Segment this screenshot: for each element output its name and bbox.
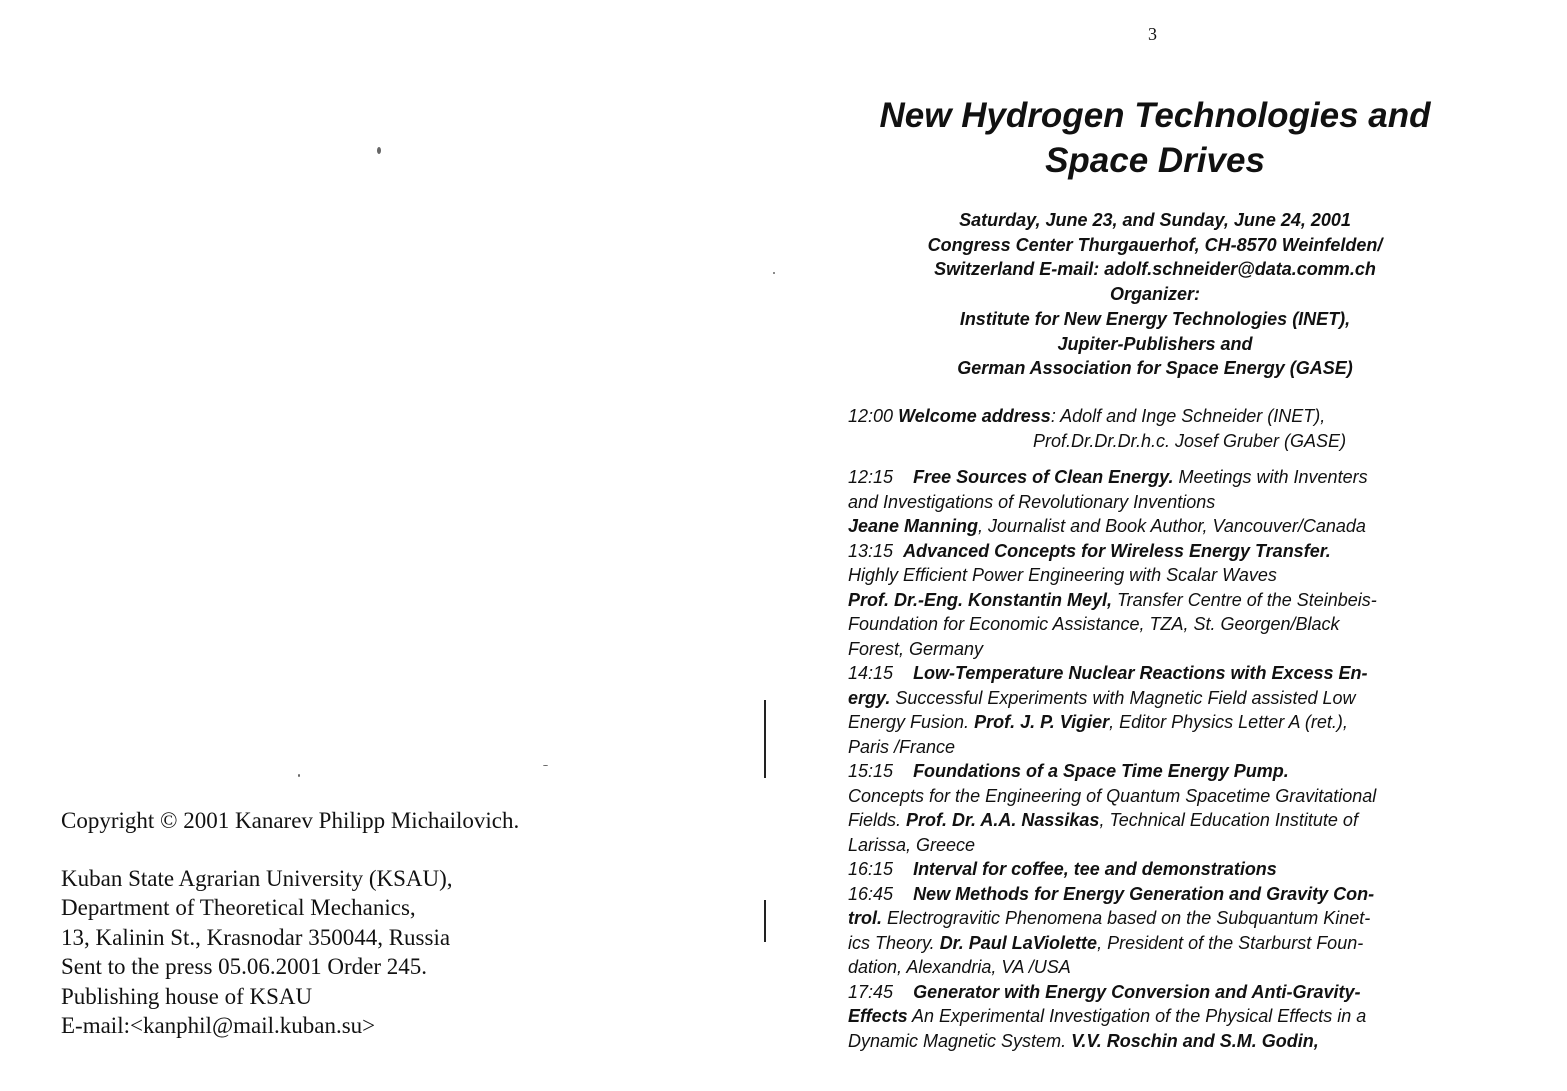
address-email: E-mail:<kanphil@mail.kuban.su> <box>61 1013 376 1039</box>
program-line: Prof.Dr.Dr.Dr.h.c. Josef Gruber (GASE) <box>1033 430 1347 451</box>
session-title: Interval for coffee, tee and demonstrations <box>913 859 1277 879</box>
session-title: Low-Temperature Nuclear Reactions with Excess En- <box>913 663 1368 683</box>
program-line: Paris /France <box>848 736 956 757</box>
program-line <box>848 980 1377 1005</box>
speaker-name: Prof. Dr. A.A. Nassikas <box>906 810 1100 830</box>
page-number: 3 <box>1148 24 1157 44</box>
session-speakers: : Adolf and Inge Schneider (INET), <box>1050 406 1326 426</box>
session-title: New Methods for Energy Generation and Gravity Con- <box>913 883 1375 904</box>
program-line <box>848 539 1377 564</box>
session-time: 16:45 <box>848 883 894 904</box>
program-schedule <box>848 404 1377 1053</box>
program-line: ics Theory. Dr. Paul LaViolette, President of the Starburst Foun- <box>848 932 1364 953</box>
address-line: Publishing house of KSAU <box>61 983 313 1009</box>
program-line: Dynamic Magnetic System. V.V. Roschin and S.M. Godin, <box>848 1030 1319 1051</box>
left-page <box>0 0 783 1091</box>
session-title: Free Sources of Clean Energy. <box>913 467 1174 487</box>
event-contact: Switzerland E-mail: adolf.schneider@data.comm.ch <box>934 259 1376 280</box>
program-line <box>848 882 1377 907</box>
program-line: Jeane Manning, Journalist and Book Author, Vancouver/Canada <box>848 516 1366 536</box>
scan-speck <box>543 765 548 766</box>
program-line <box>848 759 1377 784</box>
session-title: Advanced Concepts for Wireless Energy Transfer. <box>903 540 1331 561</box>
program-line: Prof. Dr.-Eng. Konstantin Meyl, Transfer Centre of the Steinbeis- <box>848 589 1377 610</box>
organizer-line: German Association for Space Energy (GASE) <box>957 358 1353 379</box>
address-line: Department of Theoretical Mechanics, <box>61 895 416 921</box>
session-time: 14:15 <box>848 663 894 683</box>
document-title <box>823 93 1487 183</box>
program-line: Larissa, Greece <box>848 834 976 855</box>
publisher-address <box>61 864 453 1040</box>
scan-binding-line <box>764 700 766 778</box>
program-line: Highly Efficient Power Engineering with Scalar Waves <box>848 565 1277 585</box>
program-line: 12:15 Free Sources of Clean Energy. Meetings with Inventers <box>848 467 1368 487</box>
scan-speck <box>298 774 300 777</box>
speaker-name: Dr. Paul LaViolette <box>939 932 1098 953</box>
program-line: Concepts for the Engineering of Quantum Spacetime Gravitational <box>848 785 1377 806</box>
program-line <box>848 404 1377 429</box>
program-line: ergy. Successful Experiments with Magnetic Field assisted Low <box>848 687 1356 708</box>
speaker-name: Jeane Manning <box>848 516 979 536</box>
program-line <box>848 661 1377 686</box>
address-line: Kuban State Agrarian University (KSAU), <box>61 866 453 891</box>
session-time: 12:00 <box>848 406 894 426</box>
session-time: 12:15 <box>848 467 894 487</box>
program-line: trol. Electrogravitic Phenomena based on the Subquantum Kinet- <box>848 908 1371 928</box>
event-info <box>823 208 1487 381</box>
organizer-line: Jupiter-Publishers and <box>1057 333 1253 354</box>
organizer-heading: Organizer: <box>1109 284 1201 305</box>
scan-speck <box>377 147 381 154</box>
program-line <box>848 857 1377 882</box>
organizer-line: Institute for New Energy Technologies (INET), <box>959 308 1351 329</box>
event-date: Saturday, June 23, and Sunday, June 24, 2001 <box>959 210 1351 230</box>
program-line: Fields. Prof. Dr. A.A. Nassikas, Technical Education Institute of <box>848 810 1358 830</box>
program-line: Energy Fusion. Prof. J. P. Vigier, Editor Physics Letter A (ret.), <box>848 712 1348 732</box>
session-time: 17:45 <box>848 981 894 1002</box>
speaker-name: V.V. Roschin and S.M. Godin, <box>1071 1030 1319 1051</box>
program-line: Forest, Germany <box>848 638 984 659</box>
session-title: Foundations of a Space Time Energy Pump. <box>913 761 1289 781</box>
program-line: dation, Alexandria, VA /USA <box>848 957 1071 977</box>
event-venue: Congress Center Thurgauerhof, CH-8570 Weinfelden/ <box>927 234 1383 255</box>
address-line: Sent to the press 05.06.2001 Order 245. <box>61 954 428 980</box>
speaker-name: Prof. J. P. Vigier <box>974 712 1110 732</box>
speaker-name: Prof. Dr.-Eng. Konstantin Meyl, <box>848 589 1113 610</box>
scan-speck <box>773 272 775 274</box>
session-time: 13:15 <box>848 540 894 561</box>
program-line: Foundation for Economic Assistance, TZA, St. Georgen/Black <box>848 614 1340 634</box>
session-title: Welcome address <box>898 406 1051 426</box>
address-line: 13, Kalinin St., Krasnodar 350044, Russia <box>61 924 451 950</box>
program-line: and Investigations of Revolutionary Inventions <box>848 491 1216 512</box>
right-page <box>783 0 1567 1091</box>
copyright-notice: Copyright © 2001 Kanarev Philipp Michailovich. <box>61 808 520 833</box>
title-line: New Hydrogen Technologies and <box>879 96 1431 135</box>
session-time: 15:15 <box>848 761 894 781</box>
title-line: Space Drives <box>1045 141 1265 180</box>
session-time: 16:15 <box>848 859 894 879</box>
session-title: Generator with Energy Conversion and Anti-Gravity- <box>913 981 1361 1002</box>
scan-binding-line <box>764 900 766 942</box>
program-line: Effects An Experimental Investigation of the Physical Effects in a <box>848 1006 1367 1026</box>
